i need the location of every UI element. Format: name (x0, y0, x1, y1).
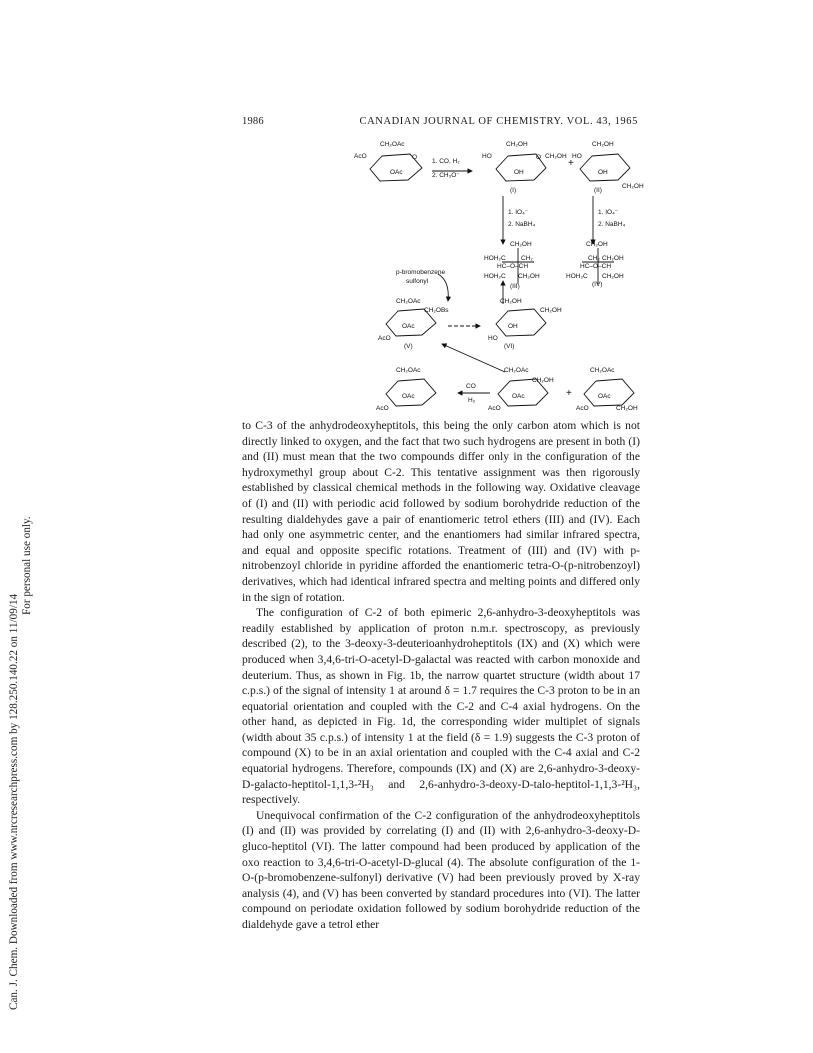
svg-text:CH₂OH: CH₂OH (506, 141, 528, 148)
svg-text:CH₂OH: CH₂OH (616, 405, 638, 412)
svg-text:(VI): (VI) (504, 343, 515, 350)
svg-text:p-bromobenzene: p-bromobenzene (396, 269, 446, 276)
svg-text:OAc: OAc (512, 393, 525, 400)
arrow-to-V (442, 344, 505, 372)
svg-text:OAc: OAc (598, 393, 611, 400)
svg-text:CH₂OH: CH₂OH (540, 307, 562, 314)
svg-text:1. CO, H₂: 1. CO, H₂ (432, 158, 460, 165)
svg-text:CH₂OH: CH₂OH (602, 255, 624, 262)
svg-text:2. NaBH₄: 2. NaBH₄ (508, 221, 536, 228)
svg-text:OH: OH (508, 323, 518, 330)
running-header (242, 116, 638, 130)
svg-text:O: O (412, 154, 418, 161)
svg-text:2. NaBH₄: 2. NaBH₄ (598, 221, 626, 228)
svg-text:CH₂OH: CH₂OH (602, 273, 624, 280)
svg-text:(IV): (IV) (592, 281, 603, 288)
svg-text:CH₂OH: CH₂OH (592, 141, 614, 148)
svg-text:CH₂OAc: CH₂OAc (396, 367, 421, 374)
svg-text:CH₂OAc: CH₂OAc (504, 367, 529, 374)
svg-text:OH: OH (598, 169, 608, 176)
svg-text:AcO: AcO (378, 335, 391, 342)
svg-text:CH₂OH: CH₂OH (586, 241, 608, 248)
svg-text:HO: HO (482, 153, 492, 160)
svg-text:O: O (536, 154, 542, 161)
svg-text:CO: CO (466, 383, 476, 390)
svg-text:+: + (568, 158, 574, 169)
svg-text:HC–O–CH: HC–O–CH (580, 263, 612, 270)
svg-text:AcO: AcO (576, 405, 589, 412)
svg-text:(I): (I) (510, 187, 517, 194)
svg-text:(V): (V) (404, 343, 413, 350)
svg-text:CH₂OAc: CH₂OAc (590, 367, 615, 374)
ring-VI (496, 309, 546, 336)
svg-text:CH₂: CH₂ (588, 255, 600, 262)
svg-text:CH₂OH: CH₂OH (500, 298, 522, 305)
svg-text:CH₂OBs: CH₂OBs (424, 307, 449, 314)
svg-text:CH₂OAc: CH₂OAc (380, 141, 405, 148)
arrow-bs (438, 274, 448, 301)
svg-text:AcO: AcO (354, 153, 367, 160)
paragraph-3: Unequivocal confirmation of the C-2 configuration of the anhydrodeoxyheptitols (I) and (II) was provided by correlating (I) and (II) with 2,6-anhydro-3-deoxy-D-gluco-heptitol (VI). The latter compound had been produced by application of the oxo reaction to 3,4,6-tri-O-acetyl-D-glucal (4). The absolute configuration of the 1-O-(p-bromobenzene-sulfonyl) derivative (V) had been previously proved by X-ray analysis (4), and (V) has been converted by standard procedures into (VI). The latter compound on periodate oxidation followed by sodium borohydride reduction of the dialdehyde gave a tetrol ether (242, 808, 640, 931)
svg-text:HOH₂C: HOH₂C (484, 273, 506, 280)
svg-text:CH₂OH: CH₂OH (510, 241, 532, 248)
svg-text:CH₂OH: CH₂OH (622, 183, 644, 190)
svg-text:2. CH₃O⁻: 2. CH₃O⁻ (432, 172, 460, 179)
svg-text:CH₂OH: CH₂OH (532, 377, 554, 384)
svg-text:(III): (III) (510, 283, 520, 290)
svg-text:CH₂OAc: CH₂OAc (396, 298, 421, 305)
svg-text:1. IO₄⁻: 1. IO₄⁻ (598, 209, 619, 216)
svg-text:HO: HO (488, 335, 498, 342)
download-watermark (0, 0, 70, 1053)
paragraph-1: to C-3 of the anhydrodeoxyheptitols, this being the only carbon atom which is not directly linked to oxygen, and the fact that two such hydrogens are present in both (I) and (II) must mean that the two compounds differ only in the configuration of the hydroxymethyl group about C-2. This tentative assignment was then rigorously established by classical chemical methods in the following way. Oxidative cleavage of (I) and (II) with periodic acid followed by sodium borohydride reduction of the resulting dialdehydes gave a pair of enantiomeric tetrol ethers (III) and (IV). Each had only one asymmetric center, and the enantiomers had similar infrared spectra, and equal and opposite specific rotations. Treatment of (III) and (IV) with p-nitrobenzoyl chloride in pyridine afforded the enantiomeric tetra-O-(p-nitrobenzoyl) derivatives, which had identical infrared spectra and melting points and differed only in the sign of rotation. (242, 419, 640, 604)
svg-text:CH₂: CH₂ (521, 255, 533, 262)
svg-text:OAc: OAc (390, 169, 403, 176)
svg-text:OAc: OAc (402, 323, 415, 330)
ring-II (580, 154, 630, 181)
reaction-scheme (340, 136, 644, 412)
svg-text:AcO: AcO (376, 405, 389, 412)
svg-text:1. IO₄⁻: 1. IO₄⁻ (508, 209, 529, 216)
paragraph-2: The configuration of C-2 of both epimeric 2,6-anhydro-3-deoxyheptitols was readily established by application of proton n.m.r. spectroscopy, as previously described (2), to the 3-deoxy-3-deuterioanhydroheptitols (IX) and (X) which were produced when 3,4,6-tri-O-acetyl-D-galactal was reacted with carbon monoxide and deuterium. Thus, as shown in Fig. 1b, the narrow quartet structure (width about 17 c.p.s.) of the signal of intensity 1 at around δ = 1.7 requires the C-3 proton to be in an equatorial orientation and coupled with the C-2 and C-4 axial hydrogens. On the other hand, as depicted in Fig. 1d, the corresponding wider multiplet of signals (width about 35 c.p.s.) of intensity 1 at the field (δ = 1.9) suggests the C-3 proton of compound (X) to be in an axial orientation and coupled with the C-4 axial and C-2 equatorial hydrogens. Therefore, compounds (IX) and (X) are 2,6-anhydro-3-deoxy-D-galacto-heptitol-1,1,3-²H₃ and 2,6-anhydro-3-deoxy-D-talo-heptitol-1,1,3-²H₃, respectively. (242, 606, 640, 807)
svg-text:CH₂OH: CH₂OH (545, 153, 567, 160)
svg-text:HOH₂C: HOH₂C (566, 273, 588, 280)
svg-text:CH₂OH: CH₂OH (518, 273, 540, 280)
article-body (242, 418, 640, 933)
page-number: 1986 (242, 116, 264, 127)
svg-text:+: + (566, 388, 572, 399)
svg-text:HC–O–CH: HC–O–CH (497, 263, 529, 270)
svg-text:(II): (II) (594, 187, 602, 194)
svg-text:OH: OH (514, 169, 524, 176)
journal-title: CANADIAN JOURNAL OF CHEMISTRY. VOL. 43, 1965 (359, 116, 638, 127)
download-notice: Can. J. Chem. Downloaded from www.nrcresearchpress.com by 128.250.140.22 on 11/09/14 (8, 593, 20, 1010)
svg-text:HO: HO (572, 153, 582, 160)
svg-text:HOH₂C: HOH₂C (484, 255, 506, 262)
personal-use-notice: For personal use only. (21, 516, 33, 615)
svg-text:sulfonyl: sulfonyl (406, 278, 429, 285)
svg-text:AcO: AcO (488, 405, 501, 412)
svg-text:H₂: H₂ (468, 397, 476, 404)
svg-text:OAc: OAc (402, 393, 415, 400)
